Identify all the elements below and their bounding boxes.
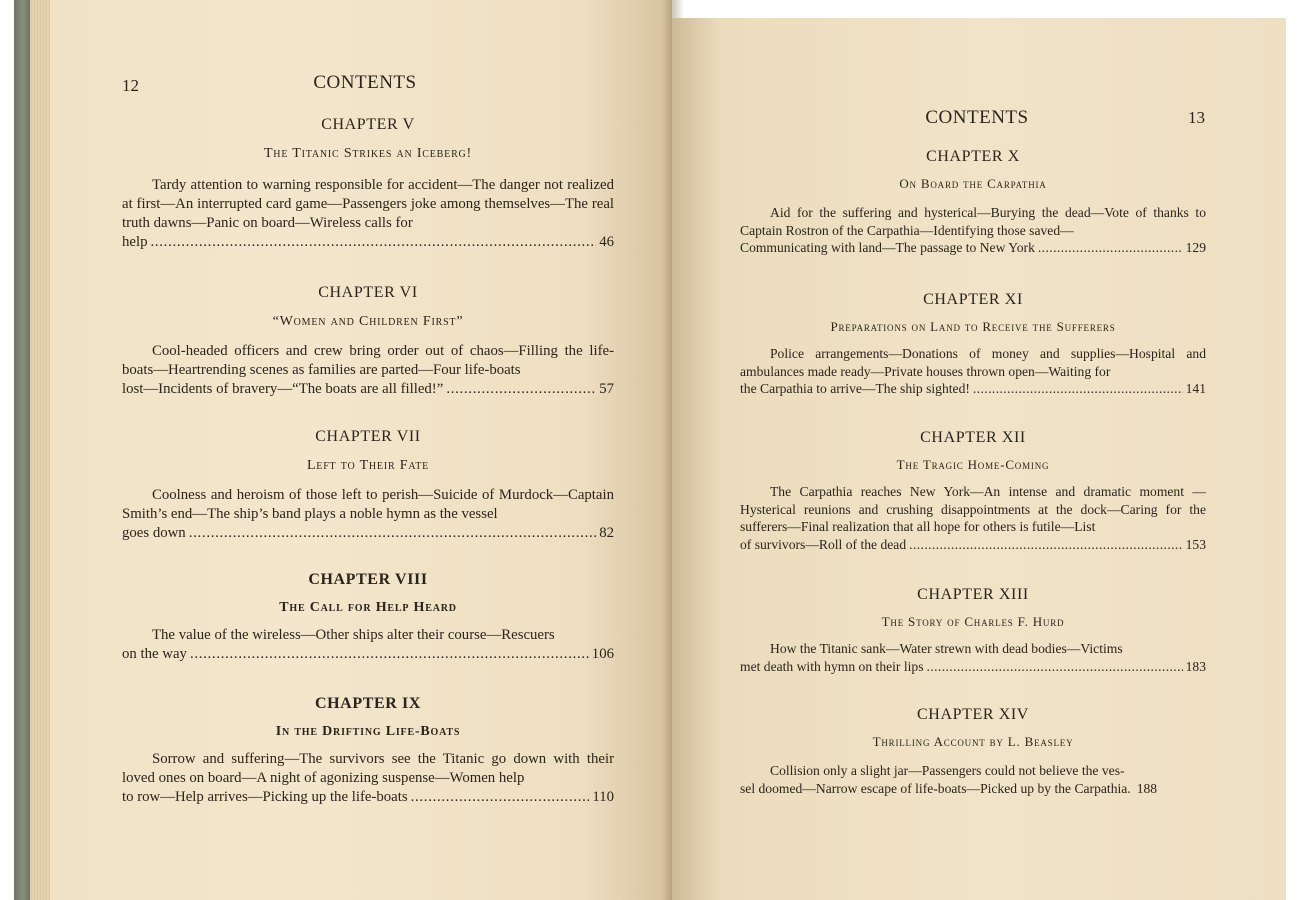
dot-leader bbox=[411, 788, 590, 807]
chapter-summary bbox=[122, 626, 614, 664]
page-number: 13 bbox=[1188, 108, 1205, 127]
page-reference: 153 bbox=[1185, 536, 1206, 552]
toc-entry-chapter-ix bbox=[122, 695, 614, 807]
toc-entry-chapter-xii bbox=[740, 429, 1206, 553]
chapter-title: On Board the Carpathia bbox=[899, 176, 1047, 191]
chapter-heading: CHAPTER X bbox=[926, 148, 1020, 165]
chapter-summary bbox=[122, 750, 614, 807]
running-head: CONTENTS bbox=[925, 107, 1029, 128]
chapter-heading: CHAPTER XIV bbox=[917, 706, 1029, 723]
toc-entry-chapter-viii bbox=[122, 571, 614, 664]
toc-entry-chapter-vi bbox=[122, 284, 614, 399]
summary-last-text: met death with hymn on their lips bbox=[740, 658, 924, 674]
summary-last-text: of survivors—Roll of the dead bbox=[740, 536, 907, 552]
summary-last-text: the Carpathia to arrive—The ship sighted! bbox=[740, 381, 970, 396]
dot-leader bbox=[446, 380, 596, 399]
page-reference: 110 bbox=[592, 789, 614, 805]
chapter-summary bbox=[122, 176, 614, 252]
chapter-title: The Story of Charles F. Hurd bbox=[881, 614, 1065, 629]
chapter-heading: CHAPTER XIII bbox=[917, 586, 1029, 603]
running-head: CONTENTS bbox=[313, 72, 417, 93]
summary-text: Cool-headed officers and crew bring order out of chaos—Filling the life-boats—Heartrending scenes as families are parted—Four life-boats bbox=[122, 343, 614, 378]
summary-last-text: help bbox=[122, 234, 148, 250]
summary-text: The value of the wireless—Other ships alter their course—Rescuers bbox=[152, 627, 555, 643]
page-number: 12 bbox=[122, 76, 139, 95]
chapter-summary bbox=[740, 640, 1206, 675]
summary-last-text: goes down bbox=[122, 525, 186, 541]
chapter-title: Thrilling Account by L. Beasley bbox=[872, 734, 1074, 749]
chapter-title: In the Drifting Life-Boats bbox=[275, 724, 461, 739]
chapter-title: Preparations on Land to Receive the Sufferers bbox=[830, 319, 1116, 334]
dot-leader bbox=[973, 380, 1183, 398]
right-page bbox=[672, 18, 1286, 900]
summary-last-line bbox=[740, 239, 1206, 257]
chapter-summary bbox=[122, 342, 614, 399]
chapter-title: Left to Their Fate bbox=[306, 458, 430, 473]
summary-last-line bbox=[740, 380, 1206, 398]
dot-leader bbox=[189, 524, 596, 543]
chapter-heading: CHAPTER VII bbox=[315, 428, 421, 445]
left-page bbox=[50, 0, 672, 900]
toc-entry-chapter-xiii bbox=[740, 586, 1206, 675]
summary-text: Aid for the suffering and hysterical—Burying the dead—Vote of thanks to Captain Rostron of the Carpathia—Identifying those saved— bbox=[740, 205, 1206, 238]
chapter-heading: CHAPTER V bbox=[321, 116, 415, 133]
chapter-title: The Titanic Strikes an Iceberg! bbox=[263, 146, 473, 161]
summary-text: How the Titanic sank—Water strewn with dead bodies—Victims bbox=[770, 641, 1123, 656]
page-reference: 141 bbox=[1185, 381, 1206, 396]
summary-text: The Carpathia reaches New York—An intense and dramatic moment —Hysterical reunions and crushing disappointments at the dock—Caring for the sufferers—Final realization that all hope for others is futile—List bbox=[740, 484, 1206, 534]
summary-last-line bbox=[122, 645, 614, 664]
chapter-summary bbox=[740, 483, 1206, 553]
chapter-title: The Call for Help Heard bbox=[279, 600, 457, 615]
page-reference: 57 bbox=[599, 381, 614, 397]
summary-last-text: to row—Help arrives—Picking up the life-boats bbox=[122, 789, 408, 805]
toc-entry-chapter-vii bbox=[122, 428, 614, 543]
summary-last-text: Communicating with land—The passage to New York bbox=[740, 240, 1035, 255]
toc-entry-chapter-x bbox=[740, 148, 1206, 257]
summary-text: Police arrangements—Donations of money and supplies—Hospital and ambulances made ready—Private houses thrown open—Waiting for bbox=[740, 346, 1206, 379]
chapter-summary bbox=[740, 204, 1206, 257]
dot-leader bbox=[1038, 239, 1183, 257]
page-reference: 82 bbox=[599, 525, 614, 541]
summary-text: Sorrow and suffering—The survivors see the Titanic go down with their loved ones on board—A night of agonizing suspense—Women help bbox=[122, 751, 614, 786]
page-reference: 106 bbox=[591, 646, 614, 662]
dot-leader bbox=[927, 658, 1183, 676]
chapter-summary bbox=[740, 762, 1206, 797]
summary-last-line bbox=[122, 233, 614, 252]
summary-last-line bbox=[740, 536, 1206, 554]
summary-text: Tardy attention to warning responsible for accident—The danger not realized at first—An interrupted card game—Passengers joke among themselves—The real truth dawns—Panic on board—Wireless calls for bbox=[122, 177, 614, 231]
summary-last-line bbox=[122, 524, 614, 543]
page-reference: 183 bbox=[1185, 658, 1206, 674]
chapter-title: The Tragic Home-Coming bbox=[896, 457, 1050, 472]
toc-entry-chapter-xi bbox=[740, 291, 1206, 398]
summary-last-line bbox=[740, 658, 1206, 676]
chapter-heading: CHAPTER VI bbox=[318, 284, 418, 301]
chapter-heading: CHAPTER IX bbox=[314, 695, 421, 712]
page-reference: 188 bbox=[1136, 780, 1158, 796]
summary-last-text: on the way bbox=[122, 646, 187, 662]
toc-entry-chapter-xiv bbox=[740, 706, 1206, 797]
dot-leader bbox=[909, 536, 1182, 554]
page-reference: 129 bbox=[1185, 240, 1206, 255]
summary-last-line bbox=[122, 788, 614, 807]
summary-text: Coolness and heroism of those left to perish—Suicide of Murdock—Captain Smith’s end—The ship’s band plays a noble hymn as the vessel bbox=[122, 487, 614, 522]
summary-last-text: sel doomed—Narrow escape of life-boats—Picked up by the Carpathia. bbox=[740, 780, 1131, 796]
summary-text: Collision only a slight jar—Passengers could not believe the ves- bbox=[770, 763, 1125, 778]
summary-last-text: lost—Incidents of bravery—“The boats are all filled!” bbox=[122, 381, 444, 397]
toc-entry-chapter-v bbox=[122, 116, 614, 252]
summary-last-line bbox=[122, 380, 614, 399]
chapter-heading: CHAPTER VIII bbox=[308, 571, 428, 588]
summary-last-line bbox=[740, 780, 1206, 798]
chapter-heading: CHAPTER XII bbox=[920, 429, 1026, 446]
chapter-summary bbox=[122, 486, 614, 543]
dot-leader bbox=[150, 233, 596, 252]
page-reference: 46 bbox=[599, 234, 614, 250]
dot-leader bbox=[190, 645, 589, 664]
chapter-heading: CHAPTER XI bbox=[923, 291, 1023, 308]
chapter-summary bbox=[740, 345, 1206, 398]
chapter-title: “Women and Children First” bbox=[272, 314, 464, 329]
